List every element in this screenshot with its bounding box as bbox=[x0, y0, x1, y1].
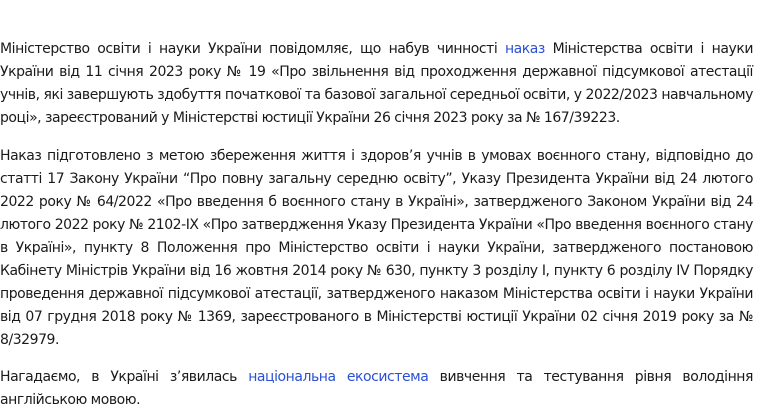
national-ecosystem-link[interactable]: національна екосистема bbox=[248, 369, 429, 385]
paragraph-reminder-text-end: вивчення та тестування рівня володіння англійською мовою. bbox=[0, 369, 753, 408]
paragraph-announcement-text-start: Міністерство освіти і науки України повідомляє, що набув чинності bbox=[0, 41, 505, 57]
paragraph-announcement bbox=[0, 38, 753, 130]
paragraph-reminder-text-start: Нагадаємо, в Україні з’явилась bbox=[0, 369, 249, 385]
order-link[interactable]: наказ bbox=[504, 41, 545, 57]
paragraph-reminder bbox=[0, 366, 753, 412]
article-body bbox=[0, 38, 753, 412]
paragraph-announcement-text-end: Міністерства освіти і науки України від 11 січня 2023 року № 19 «Про звільнення від проходження державної підсумкової атестації учнів, які завершують здобуття початкової та базової загальної середньої освіти, у 2022/2023 навчальному році», зареєстрований у Міністерстві юстиції України 26 січня 2023 року за № 167/39223. bbox=[0, 41, 753, 126]
paragraph-legal-basis: Наказ підготовлено з метою збереження життя і здоров’я учнів в умовах воєнного стану, відповідно до статті 17 Закону України “Про повну загальну середню освіту”, Указу Президента України від 24 лютого 2022 року № 64/2022 «Про введення б воєнного стану в Україні», затвердженого Законом України від 24 лютого 2022 року № 2102-IX «Про затвердження Указу Президента України «Про введення воєнного стану в Україні», пункту 8 Положення про Міністерство освіти і науки України, затвердженого постановою Кабінету Міністрів України від 16 жовтня 2014 року № 630, пункту 3 розділу I, пункту 6 розділу IV Порядку проведення державної підсумкової атестації, затвердженого наказом Міністерства освіти і науки України від 07 грудня 2018 року № 1369, зареєстрованого в Міністерстві юстиції України 02 січня 2019 року за № 8/32979. bbox=[0, 147, 753, 348]
